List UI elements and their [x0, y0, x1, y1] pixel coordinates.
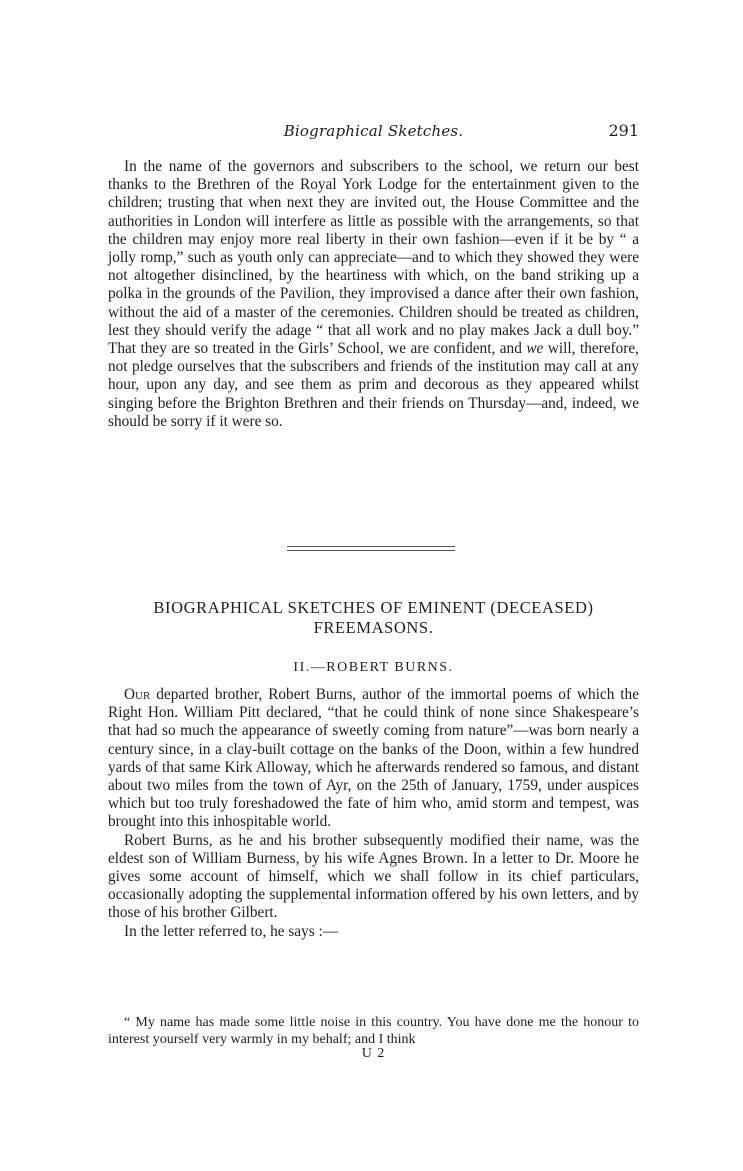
letter-quote — [108, 1014, 639, 1048]
running-title: Biographical Sketches. — [283, 122, 464, 140]
dropword: Our — [124, 686, 151, 703]
closing-article-text — [108, 158, 639, 431]
section-divider-top — [287, 546, 455, 547]
paragraph-text-part: departed brother, Robert Burns, author of the immortal poems of which the Right Hon. William Pitt declared, “that he could think of none since Shakespeare’s that had so much the appearance of sweetly coming from nature”—was born nearly a century since, in a clay-built cottage on the banks of the Doon, within a few hundred yards of that same Kirk Alloway, which he afterwards rendered so famous, and distant about two miles from the town of Ayr, on the 25th of January, 1759, under auspices which but too truly foreshadowed the fate of him who, amid storm and tempest, was brought into this inhospitable world. — [108, 686, 639, 831]
emphasis-word: we — [526, 340, 544, 358]
paragraph-burns-family: Robert Burns, as he and his brother subsequently modified their name, was the eldest son of William Burness, by his wife Agnes Brown. In a letter to Dr. Moore he gives some account of himself, which we shall follow in its chief particulars, occasionally adopting the supplemental information offered by his own letters, and by those of his brother Gilbert. — [108, 831, 639, 922]
page-number: 291 — [608, 121, 639, 140]
paragraph-text-part: In the name of the governors and subscribers to the school, we return our best thanks to the Brethren of the Royal York Lodge for the entertainment given to the children; trusting that when next they are invited out, the House Committee and the authorities in London will interfere as little as possible with the arrangements, so that the children may enjoy more real liberty in their own fashion—even if it be by “ a jolly romp,” such as youth only can appreciate—and to which they showed they were not altogether disinclined, by the heartiness with which, on the band striking up a polka in the grounds of the Pavilion, they improvised a dance after their own fashion, without the aid of a master of the ceremonies. Children should be treated as children, lest they should verify the adage “ that all work and no play makes Jack a dull boy.” That they are so treated in the Girls’ School, we are confident, and — [108, 158, 639, 358]
paragraph-burns-birth — [108, 686, 639, 832]
page-header — [108, 122, 639, 144]
quote-text: “ My name has made some little noise in this country. You have done me the honour to interest yourself very warmly in my behalf; and I think — [108, 1015, 639, 1047]
signature-mark: U 2 — [361, 1046, 386, 1061]
paragraph-text-part: will, therefore, not pledge ourselves that the subscribers and friends of the institution may call at any hour, upon any day, and see them as prim and decorous as they appeared whilst singing before the Brighton Brethren and their friends on Thursday—and, indeed, we should be sorry if it were so. — [108, 340, 639, 430]
section-divider-bottom — [287, 550, 455, 551]
section-subtitle: II.—ROBERT BURNS. — [293, 660, 454, 675]
section-title: BIOGRAPHICAL SKETCHES OF EMINENT (DECEASED) FREEMASONS. — [153, 598, 594, 637]
paragraph-letter-intro: In the letter referred to, he says :— — [124, 922, 339, 940]
paragraph-school-entertainment — [108, 158, 639, 431]
burns-article-text — [108, 686, 639, 941]
